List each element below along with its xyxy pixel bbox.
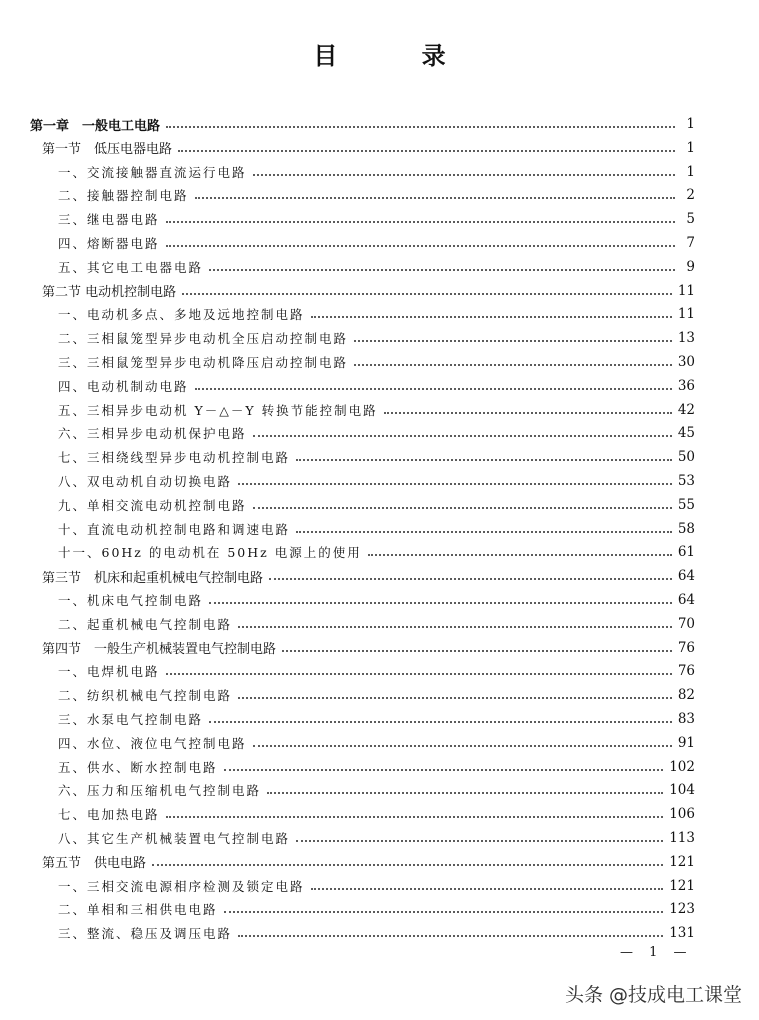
toc-entry-title: 六、压力和压缩机电气控制电路 [58, 783, 262, 799]
toc-entry-title: 二、接触器控制电路 [58, 188, 189, 204]
toc-entry-title: 二、纺织机械电气控制电路 [58, 688, 233, 704]
toc-item-entry[interactable] [58, 708, 695, 730]
dot-leader [311, 888, 664, 890]
toc-entry-page: 7 [686, 235, 695, 251]
dot-leader [253, 507, 672, 509]
toc-entry-title: 二、单相和三相供电电路 [58, 902, 218, 918]
toc-entry-title: 八、双电动机自动切换电路 [58, 474, 233, 489]
toc-item-entry[interactable] [58, 803, 695, 825]
toc-entry-title: 十一、60Hz 的电动机在 50Hz 电源上的使用 [58, 545, 362, 561]
toc-entry-page: 123 [669, 901, 695, 918]
dot-leader [238, 483, 672, 485]
toc-entry-title: 一、交流接触器直流运行电路 [58, 164, 247, 180]
toc-entry-title: 一、电焊机电路 [58, 664, 160, 680]
dot-leader [209, 721, 672, 723]
toc-item-entry[interactable] [58, 589, 695, 611]
toc-entry-page: 121 [669, 877, 695, 894]
toc-section-entry[interactable] [42, 565, 695, 587]
dot-leader [166, 816, 664, 818]
toc-entry-title: 第一章 一般电工电路 [30, 118, 161, 134]
toc-entry-page: 131 [669, 925, 695, 942]
toc-entry-page: 102 [669, 758, 695, 775]
dot-leader [296, 459, 672, 461]
dot-leader [296, 840, 663, 842]
dot-leader [354, 340, 672, 342]
toc-item-entry[interactable] [58, 256, 695, 278]
toc-item-entry[interactable] [58, 827, 695, 849]
toc-entry-title: 五、其它电工电器电路 [58, 259, 204, 275]
toc-item-entry[interactable] [58, 184, 695, 206]
toc-entry-page: 1 [686, 163, 695, 180]
toc-entry-title: 三、水泵电气控制电路 [58, 712, 204, 727]
toc-entry-title: 五、供水、断水控制电路 [58, 759, 218, 775]
toc-entry-title: 五、三相异步电动机 Y－△－Y 转换节能控制电路 [58, 402, 378, 418]
toc-entry-page: 1 [686, 139, 695, 156]
toc-entry-title: 九、单相交流电动机控制电路 [58, 497, 247, 513]
toc-item-entry[interactable] [58, 375, 695, 397]
toc-entry-page: 91 [677, 734, 695, 751]
toc-item-entry[interactable] [58, 732, 695, 754]
toc-entry-title: 三、整流、稳压及调压电路 [58, 926, 233, 942]
toc-entry-title: 一、电动机多点、多地及远地控制电路 [58, 307, 305, 323]
toc-entry-page: 76 [677, 663, 695, 680]
toc-item-entry[interactable] [58, 399, 695, 421]
toc-item-entry[interactable] [58, 541, 695, 563]
toc-entry-title: 第三节 机床和起重机械电气控制电路 [42, 570, 264, 586]
toc-section-entry[interactable] [42, 137, 695, 159]
toc-item-entry[interactable] [58, 684, 695, 706]
toc-item-entry[interactable] [58, 779, 695, 801]
toc-entry-title: 八、其它生产机械装置电气控制电路 [58, 831, 291, 846]
toc-entry-title: 七、电加热电路 [58, 807, 160, 823]
dot-leader [182, 293, 672, 295]
toc-entry-title: 六、三相异步电动机保护电路 [58, 426, 247, 442]
dot-leader [368, 554, 672, 556]
toc-item-entry[interactable] [58, 875, 695, 897]
toc-entry-title: 三、继电器电路 [58, 212, 160, 228]
dot-leader [296, 531, 672, 533]
toc-entry-page: 113 [669, 830, 695, 846]
dot-leader [269, 578, 672, 580]
page-number: — 1 — [620, 945, 693, 960]
toc-item-entry[interactable] [58, 446, 695, 468]
toc-item-entry[interactable] [58, 232, 695, 254]
toc-entry-page: 76 [677, 639, 695, 656]
toc-entry-page: 42 [677, 401, 695, 418]
toc-entry-page: 64 [677, 568, 695, 585]
toc-entry-title: 四、电动机制动电路 [58, 378, 189, 394]
toc-entry-title: 第一节 低压电器电路 [42, 142, 173, 158]
dot-leader [311, 316, 672, 318]
toc-entry-title: 十、直流电动机控制电路和调速电路 [58, 521, 291, 537]
toc-chapter-entry[interactable] [30, 113, 695, 135]
toc-entry-title: 二、起重机械电气控制电路 [58, 616, 233, 632]
dot-leader [178, 150, 675, 152]
toc-item-entry[interactable] [58, 161, 695, 183]
toc-entry-title: 一、三相交流电源相序检测及锁定电路 [58, 878, 305, 894]
toc-item-entry[interactable] [58, 303, 695, 325]
page-title: 目 录 [313, 42, 484, 70]
toc-entry-title: 第四节 一般生产机械装置电气控制电路 [42, 642, 277, 658]
dot-leader [224, 911, 664, 913]
toc-entry-page: 61 [677, 544, 695, 561]
toc-entry-page: 82 [677, 687, 695, 704]
toc-entry-page: 121 [669, 853, 695, 870]
toc-entry-page: 104 [669, 782, 695, 799]
toc-section-entry[interactable] [42, 637, 695, 659]
dot-leader [238, 697, 672, 699]
toc-entry-title: 二、三相鼠笼型异步电动机全压启动控制电路 [58, 331, 349, 347]
toc-entry-page: 11 [677, 306, 695, 323]
toc-entry-page: 11 [677, 282, 695, 299]
dot-leader [166, 673, 672, 675]
toc-entry-title: 第五节 供电电路 [42, 856, 147, 872]
dot-leader [209, 602, 672, 604]
toc-entry-page: 45 [677, 425, 695, 442]
toc-item-entry[interactable] [58, 327, 695, 349]
dot-leader [195, 197, 675, 199]
toc-section-entry[interactable] [42, 280, 695, 302]
toc-item-entry[interactable] [58, 494, 695, 516]
toc-item-entry[interactable] [58, 208, 695, 230]
toc-entry-page: 30 [677, 354, 695, 370]
toc-entry-page: 9 [686, 258, 695, 275]
dot-leader [238, 935, 663, 937]
dot-leader [224, 769, 664, 771]
dot-leader [166, 221, 675, 223]
dot-leader [384, 412, 672, 414]
dot-leader [253, 435, 672, 437]
toc-entry-page: 70 [677, 615, 695, 632]
toc-item-entry[interactable] [58, 470, 695, 492]
toc-entry-page: 2 [686, 187, 695, 204]
toc-entry-page: 5 [686, 211, 695, 228]
dot-leader [267, 792, 663, 794]
dot-leader [354, 364, 672, 366]
watermark: 头条 @技成电工课堂 [565, 984, 743, 1006]
toc-entry-page: 36 [677, 377, 695, 394]
dot-leader [152, 864, 663, 866]
toc-entry-page: 50 [677, 449, 695, 466]
dot-leader [282, 650, 672, 652]
dot-leader [166, 245, 675, 247]
toc-entry-page: 64 [677, 592, 695, 608]
dot-leader [195, 388, 672, 390]
toc-entry-page: 1 [686, 116, 695, 132]
toc-entry-title: 第二节 电动机控制电路 [42, 285, 177, 301]
toc-item-entry[interactable] [58, 518, 695, 540]
toc-entry-page: 53 [677, 473, 695, 489]
toc-entry-title: 一、机床电气控制电路 [58, 593, 204, 608]
toc-item-entry[interactable] [58, 922, 695, 944]
dot-leader [238, 626, 672, 628]
toc-entry-page: 58 [677, 520, 695, 537]
toc-entry-page: 55 [677, 496, 695, 513]
toc-item-entry[interactable] [58, 660, 695, 682]
toc-entry-title: 七、三相绕线型异步电动机控制电路 [58, 450, 291, 466]
toc-item-entry[interactable] [58, 898, 695, 920]
toc-item-entry[interactable] [58, 756, 695, 778]
toc-item-entry[interactable] [58, 613, 695, 635]
toc-item-entry[interactable] [58, 422, 695, 444]
toc-section-entry[interactable] [42, 851, 695, 873]
dot-leader [166, 126, 675, 128]
toc-entry-title: 三、三相鼠笼型异步电动机降压启动控制电路 [58, 355, 349, 370]
toc-entry-page: 106 [669, 806, 695, 823]
dot-leader [253, 174, 675, 176]
toc-item-entry[interactable] [58, 351, 695, 373]
toc-entry-title: 四、水位、液位电气控制电路 [58, 735, 247, 751]
toc-entry-page: 13 [677, 330, 695, 347]
toc-entry-title: 四、熔断器电路 [58, 236, 160, 251]
dot-leader [209, 269, 675, 271]
dot-leader [253, 745, 672, 747]
toc-entry-page: 83 [677, 711, 695, 727]
